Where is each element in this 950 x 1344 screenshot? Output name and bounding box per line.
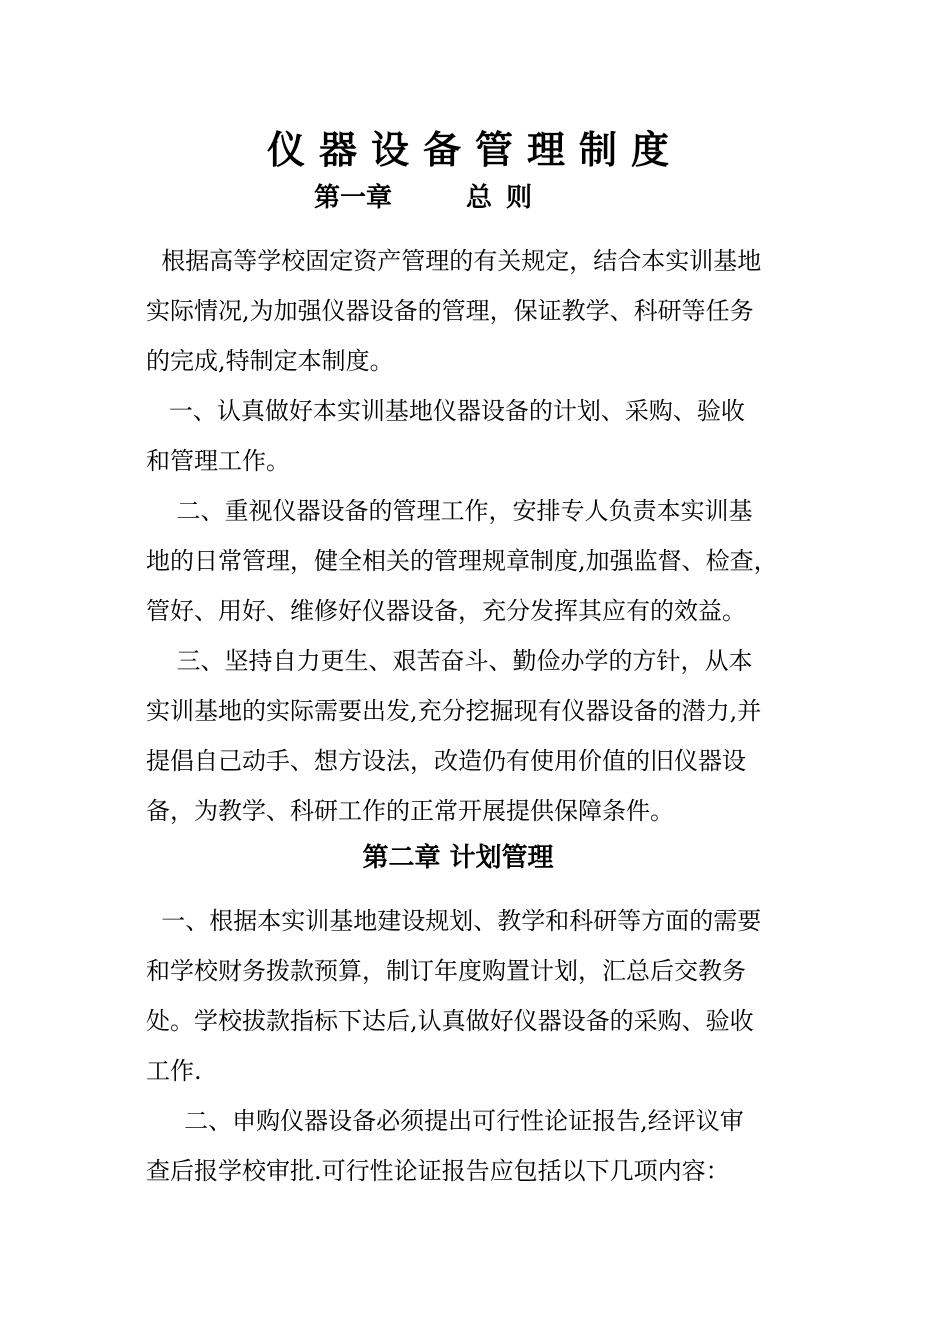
- chapter-1-heading: [314, 180, 546, 216]
- chapter-1-item-2: [146, 486, 810, 636]
- paragraph-line: 地的日常管理，健全相关的管理规章制度,加强监督、检查，: [146, 547, 778, 575]
- paragraph-line: 一、认真做好本实训基地仪器设备的计划、采购、验收: [146, 397, 745, 425]
- paragraph-line: 处。学校拔款指标下达后,认真做好仪器设备的采购、验收: [146, 1007, 754, 1035]
- paragraph-line: 备，为教学、科研工作的正常开展提供保障条件。: [146, 797, 674, 825]
- paragraph-line: 三、坚持自力更生、艰苦奋斗、勤俭办学的方针，从本: [146, 647, 753, 675]
- chapter-1-name: 总则: [466, 183, 547, 213]
- chapter-2-item-2: [146, 1096, 810, 1196]
- paragraph-line: 二、申购仪器设备必须提出可行性论证报告,经评议审: [146, 1107, 744, 1135]
- paragraph-line: 工作.: [146, 1057, 202, 1085]
- chapter-1-item-1: [146, 386, 810, 486]
- paragraph-line: 和学校财务拨款预算，制订年度购置计划，汇总后交教务: [146, 957, 746, 985]
- chapter-1-item-3: [146, 636, 810, 836]
- paragraph-line: 和管理工作。: [146, 447, 290, 475]
- chapter-2-heading: 第二章 计划管理: [362, 843, 554, 873]
- chapter-2-item-1: [146, 896, 810, 1096]
- paragraph-line: 二、重视仪器设备的管理工作，安排专人负责本实训基: [146, 497, 753, 525]
- paragraph-line: 管好、用好、维修好仪器设备，充分发挥其应有的效益。: [146, 597, 746, 625]
- paragraph-line: 查后报学校审批.可行性论证报告应包括以下几项内容：: [146, 1157, 730, 1185]
- document-title: 仪器设备管理制度: [266, 128, 683, 172]
- paragraph-line: 根据高等学校固定资产管理的有关规定，结合本实训基地: [146, 247, 762, 275]
- paragraph-line: 的完成,特制定本制度。: [146, 347, 394, 375]
- paragraph-line: 实际情况,为加强仪器设备的管理，保证教学、科研等任务: [146, 297, 754, 325]
- intro-paragraph: [146, 236, 810, 386]
- paragraph-line: 实训基地的实际需要出发,充分挖掘现有仪器设备的潜力,并: [146, 697, 762, 725]
- chapter-1-label: 第一章: [314, 183, 393, 213]
- paragraph-line: 一、根据本实训基地建设规划、教学和科研等方面的需要: [146, 907, 762, 935]
- paragraph-line: 提倡自己动手、想方设法，改造仍有使用价值的旧仪器设: [146, 747, 746, 775]
